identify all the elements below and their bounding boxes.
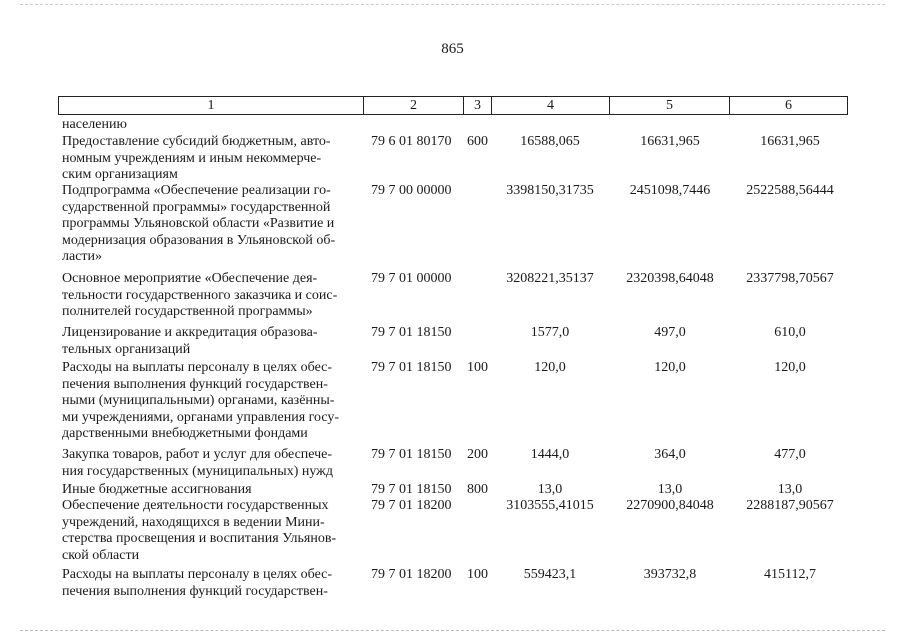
header-col-1: 1 (207, 98, 215, 113)
row-amount-4: 3398150,31735 (506, 183, 594, 198)
row-name: Расходы на выплаты персоналу в целях обес- печения выполнения функций государствен- (62, 567, 333, 599)
row-vr: 100 (467, 360, 488, 375)
table-row (0, 134, 905, 183)
row-amount-4: 120,0 (534, 360, 566, 375)
row-amount-6: 477,0 (774, 447, 806, 462)
row-name: Основное мероприятие «Обеспечение дея- тельности государственного заказчика и соис- полнителей государственной программы» (62, 271, 338, 319)
row-vr: 600 (467, 134, 488, 149)
table-row (0, 183, 905, 271)
table-header (58, 96, 848, 115)
row-amount-6: 610,0 (774, 325, 806, 340)
row-amount-4: 3103555,41015 (506, 498, 594, 513)
row-csr: 79 7 01 18200 (371, 567, 452, 582)
table-row (0, 567, 905, 601)
row-csr: 79 7 01 18150 (371, 482, 452, 497)
row-amount-5: 16631,965 (640, 134, 700, 149)
row-amount-4: 13,0 (537, 482, 563, 497)
row-amount-5: 2270900,84048 (626, 498, 714, 513)
table-row (0, 271, 905, 325)
row-name: Лицензирование и аккредитация образова- тельных организаций (62, 325, 318, 357)
page-number: 865 (441, 41, 464, 57)
row-amount-5: 393732,8 (643, 567, 697, 582)
row-amount-4: 559423,1 (523, 567, 577, 582)
row-amount-5: 120,0 (654, 360, 686, 375)
row-name: Обеспечение деятельности государственных учреждений, находящихся в ведении Мини- стерства просвещения и воспитания Ульянов- ской области (62, 498, 337, 563)
row-amount-5: 2320398,64048 (626, 271, 714, 286)
row-amount-6: 415112,7 (764, 567, 816, 582)
row-amount-6: 2337798,70567 (746, 271, 834, 286)
row-amount-6: 13,0 (777, 482, 803, 497)
header-col-2: 2 (363, 97, 463, 114)
row-amount-5: 13,0 (657, 482, 683, 497)
row-vr: 200 (467, 447, 488, 462)
row-vr: 800 (467, 482, 488, 497)
table-body (0, 117, 905, 601)
row-amount-4: 16588,065 (520, 134, 580, 149)
row-amount-4: 1577,0 (530, 325, 570, 340)
header-col-4: 4 (491, 97, 609, 114)
row-csr: 79 7 01 18200 (371, 498, 452, 513)
row-amount-6: 120,0 (774, 360, 806, 375)
row-amount-5: 364,0 (654, 447, 686, 462)
row-name: Расходы на выплаты персоналу в целях обес- печения выполнения функций государствен- ными (муниципальными) органами, казённы- ми учреждениями, органами управления госу- дарственными внебюджетными фондами (62, 360, 340, 441)
row-name: Предоставление субсидий бюджетным, авто- номным учреждениям и иным некоммерче- ским организациям (62, 134, 331, 182)
scan-edge-top (20, 4, 885, 5)
table-row (0, 447, 905, 482)
row-csr: 79 7 00 00000 (371, 183, 452, 198)
header-col-3: 3 (463, 97, 491, 114)
row-csr: 79 7 01 18150 (371, 360, 452, 375)
table-row (0, 117, 905, 134)
row-amount-5: 497,0 (654, 325, 686, 340)
table-row (0, 360, 905, 447)
row-csr: 79 7 01 18150 (371, 325, 452, 340)
table-row (0, 482, 905, 498)
row-amount-5: 2451098,7446 (629, 183, 711, 198)
table-row (0, 498, 905, 567)
row-amount-4: 3208221,35137 (506, 271, 594, 286)
scan-edge-bottom (20, 630, 885, 631)
table-row (0, 325, 905, 360)
row-name: Подпрограмма «Обеспечение реализации го- сударственной программы» государственной программы Ульяновской области «Развитие и модернизация образования в Ульяновской об- ласти» (62, 183, 336, 264)
row-amount-6: 2522588,56444 (746, 183, 834, 198)
header-col-6: 6 (729, 97, 847, 114)
row-csr: 79 7 01 00000 (371, 271, 452, 286)
row-name: Закупка товаров, работ и услуг для обеспече- ния государственных (муниципальных) нужд (62, 447, 333, 479)
row-amount-6: 16631,965 (760, 134, 820, 149)
row-amount-4: 1444,0 (530, 447, 570, 462)
row-name: населению (62, 117, 127, 132)
row-csr: 79 7 01 18150 (371, 447, 452, 462)
header-col-5: 5 (609, 97, 729, 114)
row-name: Иные бюджетные ассигнования (62, 482, 252, 497)
row-vr: 100 (467, 567, 488, 582)
row-csr: 79 6 01 80170 (371, 134, 452, 149)
row-amount-6: 2288187,90567 (746, 498, 834, 513)
